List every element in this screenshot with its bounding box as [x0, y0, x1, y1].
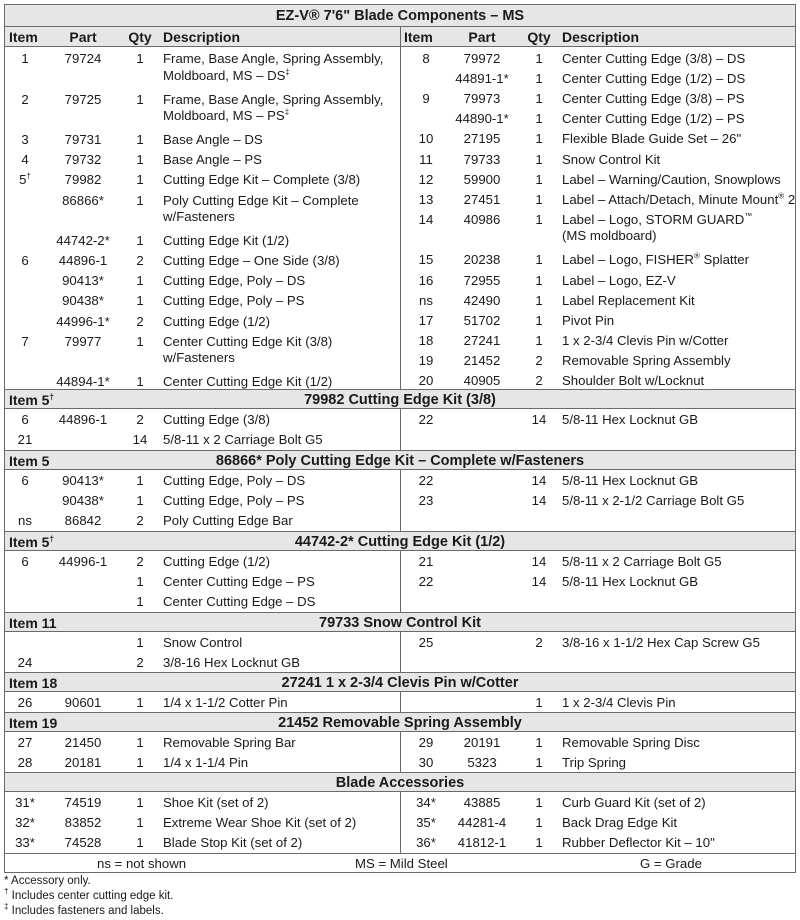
- row-part-number: 5323: [467, 755, 497, 771]
- row-item-number: 22: [418, 473, 434, 488]
- row-part-number: 44891-1*: [455, 71, 509, 87]
- row-item-number: 31*: [15, 795, 35, 810]
- row-part-number: 21450: [64, 735, 102, 750]
- row-description: Center Cutting Edge (3/8) – DS: [562, 51, 746, 66]
- row-description: Base Angle – PS: [163, 152, 262, 168]
- row-description: Moldboard, MS – PS‡: [163, 107, 290, 124]
- row-item-number: 24: [17, 655, 33, 671]
- row-item-number: ns: [18, 513, 32, 529]
- row-item-number: 1: [21, 51, 29, 66]
- legend-entry: MS = Mild Steel: [355, 856, 448, 871]
- row-quantity: 14: [531, 554, 547, 569]
- row-description: Back Drag Edge Kit: [562, 815, 678, 831]
- kit-title: 79733 Snow Control Kit: [319, 615, 481, 631]
- row-quantity: 1: [136, 233, 144, 249]
- header-item-right: Item: [404, 29, 433, 45]
- row-part-number: 20238: [463, 252, 501, 268]
- row-part-number: 27195: [463, 131, 501, 147]
- row-item-number: 25: [418, 635, 434, 650]
- row-item-number: 11: [419, 151, 433, 167]
- row-quantity: 1: [535, 171, 543, 187]
- row-quantity: 1: [535, 111, 543, 127]
- row-item-number: 34*: [416, 795, 436, 810]
- kit-header: [5, 612, 795, 632]
- header-description-right: Description: [562, 29, 640, 45]
- row-description: Center Cutting Edge Kit (3/8): [163, 333, 333, 349]
- row-quantity: 14: [531, 574, 547, 590]
- row-quantity: 1: [535, 755, 543, 771]
- row-part-number: 42490: [463, 292, 501, 308]
- column-divider: [400, 692, 401, 712]
- row-quantity: 1: [535, 292, 543, 308]
- row-description: Center Cutting Edge – PS: [163, 574, 315, 590]
- row-part-number: 74519: [64, 795, 102, 810]
- kit-item-label: Item 18: [9, 675, 58, 691]
- row-description: Flexible Blade Guide Set – 26": [562, 131, 742, 147]
- row-item-number: 13: [418, 191, 434, 207]
- row-part-number: 90601: [64, 695, 102, 710]
- row-item-number: 12: [418, 171, 434, 187]
- row-item-number: 36*: [416, 835, 436, 851]
- row-quantity: 14: [531, 493, 547, 509]
- row-description: Extreme Wear Shoe Kit (set of 2): [163, 815, 357, 831]
- kit-title: 79982 Cutting Edge Kit (3/8): [304, 392, 496, 408]
- row-part-number: 44896-1: [58, 412, 108, 427]
- row-item-number: 7: [21, 333, 29, 349]
- row-description: w/Fasteners: [163, 350, 235, 366]
- row-item-number: 16: [418, 272, 434, 288]
- row-description: Removable Spring Assembly: [562, 352, 731, 368]
- legend-entry: ns = not shown: [97, 856, 187, 871]
- accessories-header: [5, 772, 795, 792]
- row-description: 5/8-11 Hex Locknut GB: [562, 574, 699, 590]
- row-part-number: 20181: [64, 755, 102, 771]
- row-item-number: 27: [17, 735, 33, 750]
- row-quantity: 1: [535, 252, 543, 268]
- row-quantity: 2: [535, 373, 543, 388]
- row-quantity: 1: [535, 131, 543, 147]
- row-description: w/Fasteners: [163, 209, 235, 224]
- row-quantity: 1: [136, 594, 144, 610]
- kit-item-label: Item 19: [9, 715, 58, 731]
- row-part-number: 44281-4: [457, 815, 507, 831]
- row-description: Shoulder Bolt w/Locknut: [562, 373, 705, 388]
- row-description: Center Cutting Edge (1/2) – DS: [562, 71, 746, 87]
- row-part-number: 51702: [463, 312, 501, 328]
- legend-entry: G = Grade: [640, 856, 702, 871]
- row-quantity: 1: [136, 835, 144, 851]
- row-quantity: 1: [136, 473, 144, 488]
- row-part-number: 44890-1*: [455, 111, 509, 127]
- row-item-number: 6: [21, 473, 29, 488]
- row-item-number: 6: [21, 554, 29, 569]
- row-description: Label – Warning/Caution, Snowplows: [562, 171, 781, 187]
- row-part-number: 86842: [64, 513, 102, 529]
- row-description: Cutting Edge (1/2): [163, 313, 271, 329]
- row-description: Snow Control Kit: [562, 151, 661, 167]
- footnote: * Accessory only.: [4, 875, 91, 887]
- row-description: Removable Spring Bar: [163, 735, 296, 750]
- kit-header: [5, 531, 795, 551]
- row-description: Poly Cutting Edge Kit – Complete: [163, 192, 359, 208]
- row-item-number: 19: [418, 352, 434, 368]
- header-qty-right: Qty: [527, 29, 551, 45]
- row-description: 5/8-11 x 2-1/2 Carriage Bolt G5: [562, 493, 745, 509]
- kit-header: [5, 712, 795, 732]
- row-description: Label Replacement Kit: [562, 292, 695, 308]
- row-description: Removable Spring Disc: [562, 735, 700, 750]
- row-description: 1 x 2-3/4 Clevis Pin w/Cotter: [562, 332, 729, 348]
- row-description: Center Cutting Edge (3/8) – PS: [562, 91, 745, 107]
- row-quantity: 1: [136, 192, 144, 208]
- row-item-number: 17: [418, 312, 434, 328]
- row-part-number: 43885: [463, 795, 501, 810]
- row-quantity: 1: [136, 91, 144, 107]
- row-description: Pivot Pin: [562, 312, 615, 328]
- row-item-number: 3: [21, 132, 29, 148]
- row-description: 3/8-16 Hex Locknut GB: [163, 655, 301, 671]
- row-item-number: 33*: [15, 835, 35, 851]
- row-quantity: 1: [535, 795, 543, 810]
- row-quantity: 1: [535, 835, 543, 851]
- row-quantity: 2: [136, 412, 144, 427]
- kit-header: [5, 389, 795, 409]
- row-item-number: 21: [17, 432, 33, 448]
- row-description: Frame, Base Angle, Spring Assembly,: [163, 51, 384, 66]
- row-description: 3/8-16 x 1-1/2 Hex Cap Screw G5: [562, 635, 760, 650]
- row-description: Poly Cutting Edge Bar: [163, 513, 293, 529]
- row-description: Blade Stop Kit (set of 2): [163, 835, 303, 851]
- row-description: 5/8-11 x 2 Carriage Bolt G5: [163, 432, 323, 448]
- row-description: Cutting Edge Kit – Complete (3/8): [163, 172, 361, 188]
- row-quantity: 1: [136, 152, 144, 168]
- row-description: Label – Attach/Detach, Minute Mount® 2: [562, 191, 796, 207]
- row-item-number: 29: [418, 735, 434, 750]
- row-quantity: 1: [535, 51, 543, 66]
- row-part-number: 44742-2*: [56, 233, 110, 249]
- row-item-number: 22: [418, 574, 434, 590]
- row-part-number: 79732: [64, 152, 102, 168]
- row-item-number: 15: [418, 252, 434, 268]
- row-description: Label – Logo, EZ-V: [562, 272, 676, 288]
- row-quantity: 1: [136, 574, 144, 590]
- row-description: Moldboard, MS – DS‡: [163, 67, 290, 83]
- row-item-number: 4: [21, 152, 29, 168]
- row-quantity: 1: [136, 132, 144, 148]
- row-item-number: 26: [17, 695, 33, 710]
- kit-title: Blade Accessories: [335, 775, 465, 791]
- row-description: Center Cutting Edge Kit (1/2): [163, 374, 333, 390]
- row-description: Frame, Base Angle, Spring Assembly,: [163, 91, 384, 107]
- row-description: Cutting Edge (3/8): [163, 412, 271, 427]
- row-description: Label – Logo, STORM GUARD™: [562, 211, 753, 227]
- row-part-number: 44996-1*: [56, 313, 110, 329]
- row-description: Label – Logo, FISHER® Splatter: [562, 252, 749, 268]
- row-quantity: 14: [531, 412, 547, 427]
- row-quantity: 1: [535, 71, 543, 87]
- kit-header: [5, 672, 795, 692]
- legend-row: [5, 853, 795, 874]
- header-qty: Qty: [128, 29, 152, 45]
- row-quantity: 1: [136, 374, 144, 390]
- kit-header: [5, 450, 795, 470]
- row-quantity: 2: [136, 253, 144, 269]
- row-description: Cutting Edge, Poly – PS: [163, 493, 305, 509]
- row-quantity: 1: [136, 333, 144, 349]
- row-description: Trip Spring: [562, 755, 627, 771]
- row-part-number: 44894-1*: [56, 374, 110, 390]
- kit-title: 44742-2* Cutting Edge Kit (1/2): [294, 534, 506, 550]
- kit-item-label: Item 5: [9, 453, 50, 469]
- row-item-number: 2: [21, 91, 29, 107]
- row-description: 1 x 2-3/4 Clevis Pin: [562, 695, 676, 710]
- row-quantity: 14: [132, 432, 148, 448]
- row-item-number: 6: [21, 412, 29, 427]
- row-quantity: 1: [535, 815, 543, 831]
- row-quantity: 1: [136, 51, 144, 66]
- row-quantity: 2: [535, 352, 543, 368]
- row-description: Curb Guard Kit (set of 2): [562, 795, 706, 810]
- row-quantity: 2: [136, 655, 144, 671]
- row-quantity: 1: [535, 332, 543, 348]
- row-quantity: 1: [535, 91, 543, 107]
- row-item-number: 9: [422, 91, 430, 107]
- row-item-number: 30: [418, 755, 434, 771]
- kit-title: 27241 1 x 2-3/4 Clevis Pin w/Cotter: [281, 675, 519, 691]
- row-description: 5/8-11 Hex Locknut GB: [562, 473, 699, 488]
- row-quantity: 1: [136, 172, 144, 188]
- row-part-number: 44996-1: [58, 554, 108, 569]
- row-part-number: 27451: [463, 191, 501, 207]
- kit-title: 86866* Poly Cutting Edge Kit – Complete w/Fasteners: [215, 453, 585, 469]
- row-description: 5/8-11 Hex Locknut GB: [562, 412, 699, 427]
- row-description: Base Angle – DS: [163, 132, 263, 148]
- row-item-number: 23: [418, 493, 434, 509]
- row-description: Cutting Edge (1/2): [163, 554, 271, 569]
- row-description: 1/4 x 1-1/2 Cotter Pin: [163, 695, 288, 710]
- row-quantity: 1: [136, 493, 144, 509]
- kit-title: 21452 Removable Spring Assembly: [278, 715, 522, 731]
- row-description: Cutting Edge, Poly – PS: [163, 293, 305, 309]
- row-part-number: 27241: [463, 332, 501, 348]
- row-description: (MS moldboard): [562, 228, 657, 244]
- row-part-number: 90438*: [62, 493, 104, 509]
- row-part-number: 40986: [463, 211, 501, 227]
- row-part-number: 44896-1: [58, 253, 108, 269]
- row-quantity: 1: [535, 695, 543, 710]
- row-part-number: 41812-1: [457, 835, 507, 851]
- row-part-number: 79724: [64, 51, 102, 66]
- row-part-number: 59900: [463, 171, 501, 187]
- row-part-number: 79731: [64, 132, 102, 148]
- footnote: † Includes center cutting edge kit.: [4, 887, 174, 902]
- row-part-number: 83852: [64, 815, 102, 831]
- row-description: 5/8-11 x 2 Carriage Bolt G5: [562, 554, 722, 569]
- row-quantity: 1: [136, 735, 144, 750]
- row-item-number: 21: [418, 554, 434, 569]
- header-description: Description: [163, 29, 241, 45]
- row-part-number: 74528: [64, 835, 102, 851]
- row-item-number: 20: [418, 373, 434, 388]
- row-item-number: 5†: [19, 172, 31, 188]
- table-title-bar: [5, 4, 795, 27]
- row-part-number: 90413*: [62, 273, 104, 289]
- row-quantity: 1: [535, 191, 543, 207]
- row-part-number: 79973: [463, 91, 501, 107]
- row-quantity: 1: [535, 272, 543, 288]
- row-quantity: 1: [136, 755, 144, 771]
- row-description: Shoe Kit (set of 2): [163, 795, 269, 810]
- row-part-number: 86866*: [62, 192, 104, 208]
- row-quantity: 1: [535, 312, 543, 328]
- row-item-number: ns: [419, 292, 433, 308]
- row-part-number: 79733: [463, 151, 501, 167]
- parts-table: [4, 4, 796, 873]
- row-description: 1/4 x 1-1/4 Pin: [163, 755, 249, 771]
- row-description: Cutting Edge, Poly – DS: [163, 473, 306, 488]
- row-quantity: 2: [136, 554, 144, 569]
- row-quantity: 1: [535, 211, 543, 227]
- row-part-number: 79977: [64, 333, 102, 349]
- row-item-number: 32*: [15, 815, 35, 831]
- row-description: Cutting Edge Kit (1/2): [163, 233, 290, 249]
- row-part-number: 79972: [463, 51, 501, 66]
- row-item-number: 10: [418, 131, 434, 147]
- row-quantity: 1: [136, 815, 144, 831]
- row-quantity: 1: [136, 695, 144, 710]
- header-part: Part: [69, 29, 97, 45]
- header-part-right: Part: [468, 29, 496, 45]
- row-quantity: 1: [136, 795, 144, 810]
- row-description: Center Cutting Edge (1/2) – PS: [562, 111, 745, 127]
- row-description: Cutting Edge – One Side (3/8): [163, 253, 340, 269]
- kit-item-label: Item 11: [9, 615, 57, 631]
- row-quantity: 1: [136, 273, 144, 289]
- row-item-number: 22: [418, 412, 434, 427]
- footnote: ‡ Includes fasteners and labels.: [4, 902, 164, 917]
- row-item-number: 35*: [416, 815, 436, 831]
- row-item-number: 8: [422, 51, 430, 66]
- row-item-number: 14: [418, 211, 434, 227]
- row-quantity: 1: [535, 735, 543, 750]
- row-description: Snow Control: [163, 635, 243, 650]
- row-part-number: 90438*: [62, 293, 104, 309]
- row-quantity: 2: [535, 635, 543, 650]
- row-quantity: 14: [531, 473, 547, 488]
- row-part-number: 79725: [64, 91, 102, 107]
- kit-item-label: Item 5†: [9, 534, 54, 550]
- row-item-number: 18: [418, 332, 434, 348]
- row-part-number: 79982: [64, 172, 102, 188]
- row-quantity: 1: [136, 635, 144, 650]
- row-description: Rubber Deflector Kit – 10": [562, 835, 715, 851]
- row-part-number: 21452: [463, 352, 501, 368]
- row-item-number: 6: [21, 253, 29, 269]
- row-quantity: 2: [136, 513, 144, 529]
- row-description: Cutting Edge, Poly – DS: [163, 273, 306, 289]
- row-part-number: 90413*: [62, 473, 104, 488]
- kit-item-label: Item 5†: [9, 392, 54, 408]
- row-item-number: 28: [17, 755, 33, 771]
- header-item: Item: [9, 29, 38, 45]
- row-part-number: 72955: [463, 272, 501, 288]
- row-quantity: 1: [136, 293, 144, 309]
- row-quantity: 2: [136, 313, 144, 329]
- row-part-number: 40905: [463, 373, 501, 388]
- row-description: Center Cutting Edge – DS: [163, 594, 316, 610]
- table-title: EZ-V® 7'6" Blade Components – MS: [275, 8, 525, 24]
- row-part-number: 20191: [463, 735, 501, 750]
- row-quantity: 1: [535, 151, 543, 167]
